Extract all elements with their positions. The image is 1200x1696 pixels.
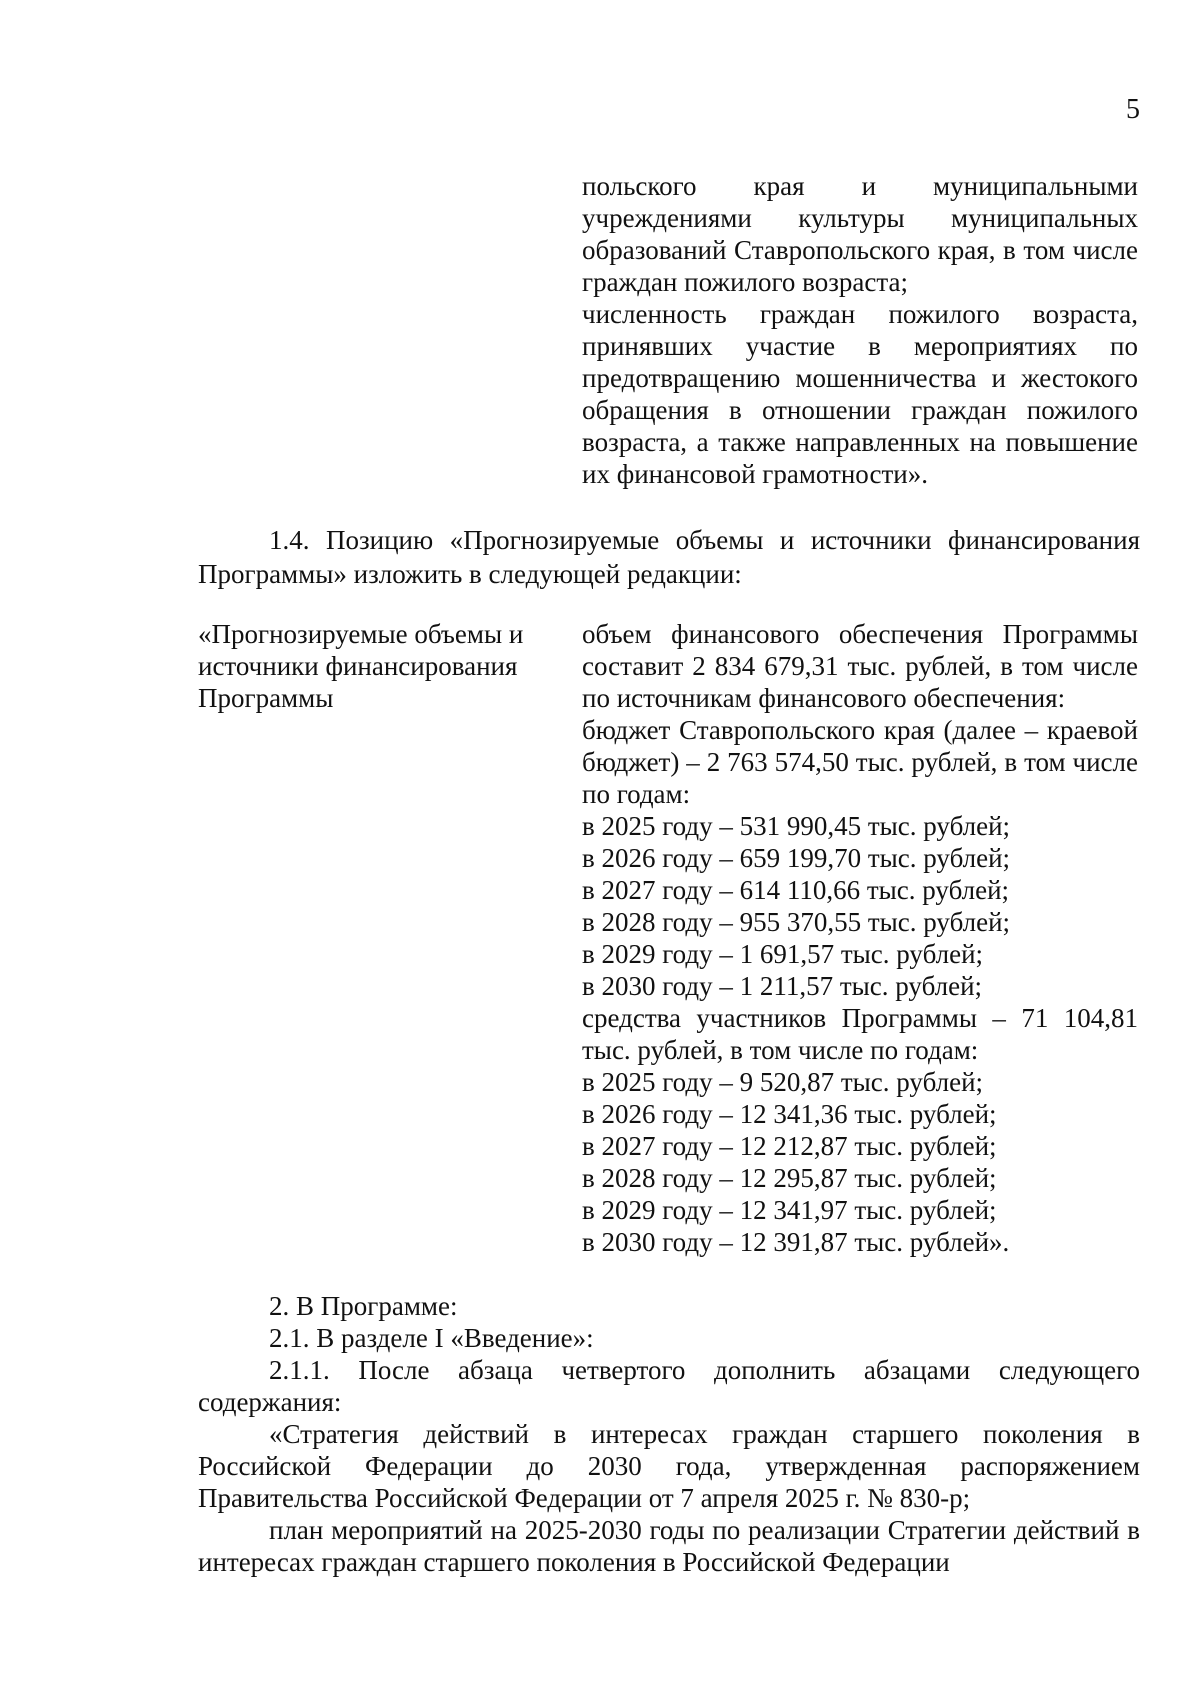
page-number: 5 xyxy=(1126,94,1140,125)
participants-year-item: в 2030 году – 12 391,87 тыс. рублей». xyxy=(582,1227,1010,1257)
continuation-block xyxy=(582,170,1138,490)
participants-year-item: в 2026 году – 12 341,36 тыс. рублей; xyxy=(582,1099,997,1129)
paragraph-1-4: 1.4. Позицию «Прогнозируемые объемы и источники финансирования Программы» изложить в следующей редакции: xyxy=(198,525,1140,589)
regional-year-item: в 2025 году – 531 990,45 тыс. рублей; xyxy=(582,811,1011,841)
participants-funds: средства участников Программы – 71 104,81 тыс. рублей, в том числе по годам: xyxy=(582,1003,1138,1065)
position-label-line: «Прогнозируемые объемы и xyxy=(198,619,524,649)
quote-paragraph: план мероприятий на 2025-2030 годы по реализации Стратегии действий в интересах граждан старшего поколения в Российской Федерации xyxy=(198,1515,1140,1577)
continuation-paragraph: польского края и муниципальными учреждениями культуры муниципальных образований Ставропольского края, в том числе граждан пожилого возраста; xyxy=(582,171,1138,297)
position-label-line: источники финансирования xyxy=(198,651,518,681)
funding-intro: объем финансового обеспечения Программы составит 2 834 679,31 тыс. рублей, в том числе по источникам финансового обеспечения: xyxy=(582,619,1138,713)
position-label xyxy=(198,618,553,714)
regional-budget: бюджет Ставропольского края (далее – краевой бюджет) – 2 763 574,50 тыс. рублей, в том числе по годам: xyxy=(582,715,1138,809)
section-2 xyxy=(198,1290,1140,1578)
continuation-paragraph: численность граждан пожилого возраста, принявших участие в мероприятиях по предотвращению мошенничества и жестокого обращения в отношении граждан пожилого возраста, а также направленных на повышение их финансовой грамотности». xyxy=(582,299,1138,489)
section-2-1: 2.1. В разделе I «Введение»: xyxy=(269,1323,594,1353)
participants-year-item: в 2027 году – 12 212,87 тыс. рублей; xyxy=(582,1131,997,1161)
position-label-line: Программы xyxy=(198,683,334,713)
position-value xyxy=(582,618,1138,1258)
regional-year-item: в 2030 году – 1 211,57 тыс. рублей; xyxy=(582,971,983,1001)
section-2-heading: 2. В Программе: xyxy=(269,1291,458,1321)
regional-year-item: в 2029 году – 1 691,57 тыс. рублей; xyxy=(582,939,984,969)
quote-paragraph: «Стратегия действий в интересах граждан старшего поколения в Российской Федерации до 2030 года, утвержденная распоряжением Правительства Российской Федерации от 7 апреля 2025 г. № 830-р; xyxy=(198,1419,1140,1513)
regional-year-item: в 2026 году – 659 199,70 тыс. рублей; xyxy=(582,843,1011,873)
participants-year-item: в 2029 году – 12 341,97 тыс. рублей; xyxy=(582,1195,997,1225)
participants-year-item: в 2028 году – 12 295,87 тыс. рублей; xyxy=(582,1163,997,1193)
participants-year-item: в 2025 году – 9 520,87 тыс. рублей; xyxy=(582,1067,984,1097)
section-2-1-1: 2.1.1. После абзаца четвертого дополнить абзацами следующего содержания: xyxy=(198,1355,1140,1417)
regional-year-item: в 2027 году – 614 110,66 тыс. рублей; xyxy=(582,875,1010,905)
regional-year-item: в 2028 году – 955 370,55 тыс. рублей; xyxy=(582,907,1011,937)
